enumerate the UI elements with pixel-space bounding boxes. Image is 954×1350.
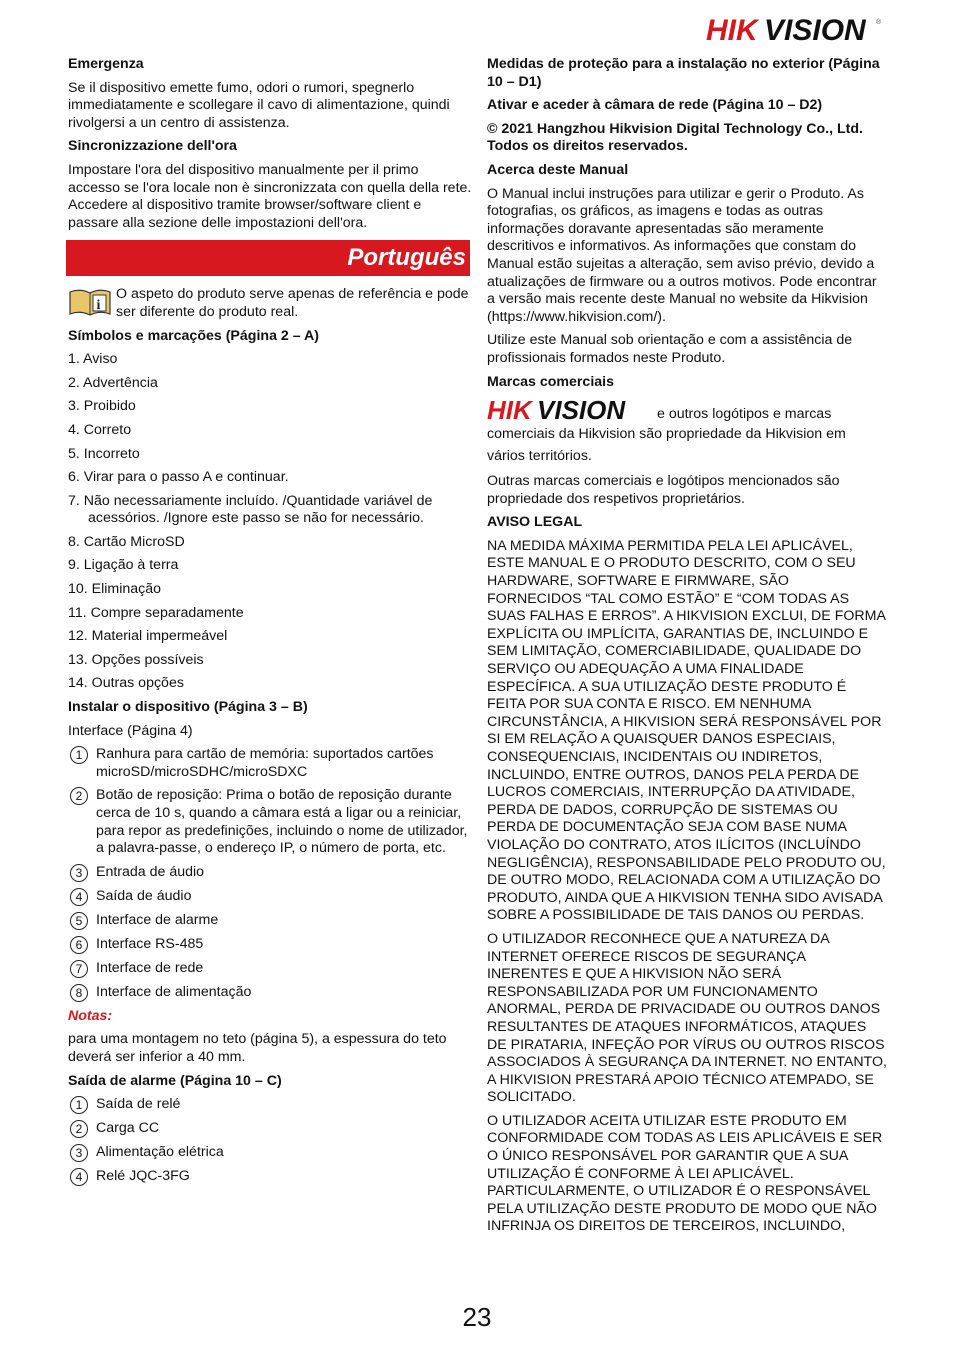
circled-number: 1 <box>70 746 88 764</box>
about-paragraph-1: O Manual inclui instruções para utilizar e gerir o Produto. As fotografias, os gráficos, as imagens e todas as outras informações doravante apresentadas são meramente descritivos e informativos. As informações que constam do Manual estão sujeitas a alteração, sem aviso prévio, devido a atualizações de firmware ou a outros motivos. Pode encontrar a versão mais recente deste Manual no website da Hikvision (https://www.hikvision.com/). <box>487 185 877 325</box>
alarm-item <box>68 1168 472 1186</box>
interface-item <box>68 960 472 978</box>
interface-text: Ranhura para cartão de memória: suportados cartões microSD/microSDHC/microSDXC <box>96 746 434 780</box>
legal-heading: AVISO LEGAL <box>487 514 583 531</box>
interface-item <box>68 984 472 1002</box>
legal-paragraph-2: O UTILIZADOR RECONHECE QUE A NATUREZA DA INTERNET OFERECE RISCOS DE SEGURANÇA INERENTES E QUE A HIKVISION NÃO SERÁ RESPONSABILIZADA POR UM FUNCIONAMENTO ANORMAL, PERDA DE PRIVACIDADE OU OUTROS DANOS RESULTANTES DE ATAQUES INFORMÁTICOS, ATAQUES DE PIRATARIA, INFEÇÃO POR VÍRUS OU OUTROS RISCOS ASSOCIADOS À SEGURANÇA DA INTERNET. NO ENTANTO, A HIKVISION PRESTARÁ APOIO TÉCNICO ATEMPADO, SE SOLICITADO. <box>487 930 887 1106</box>
svg-text:VISION: VISION <box>537 397 626 424</box>
trademark-inline-text: e outros logótipos e marcas <box>657 405 832 422</box>
alarm-item <box>68 1120 472 1138</box>
hikvision-inline-logo <box>487 397 651 423</box>
trademarks-heading: Marcas comerciais <box>487 373 614 390</box>
svg-text:VISION: VISION <box>764 14 866 46</box>
list-item: 11. Compre separadamente <box>68 604 244 621</box>
interface-text: Saída de áudio <box>96 887 192 904</box>
outdoor-protection-heading: Medidas de proteção para a instalação no exterior (Página 10 – D1) <box>487 56 880 90</box>
note-block <box>68 286 472 321</box>
interface-item <box>68 864 472 882</box>
interface-text: Botão de reposição: Prima o botão de reposição durante cerca de 10 s, quando a câmara está a ligar ou a reiniciar, para repor as predefinições, incluindo o nome de utilizador, a palavra-passe, o endereço IP, o número de porta, etc. <box>96 787 468 857</box>
list-item: 9. Ligação à terra <box>68 557 179 574</box>
right-column <box>487 56 887 1242</box>
trademark-logo-row <box>487 397 887 423</box>
interface-item <box>68 746 472 781</box>
svg-text:i: i <box>96 298 101 314</box>
circled-number: 5 <box>70 912 88 930</box>
interface-label: Interface (Página 4) <box>68 722 193 739</box>
interface-list <box>68 746 472 1002</box>
circled-number: 4 <box>70 888 88 906</box>
svg-text:HIK: HIK <box>706 14 758 46</box>
sync-text: Impostare l'ora del dispositivo manualmente per il primo accesso se l'ora locale non è sincronizzata con quella della rete. Accedere al dispositivo tramite browser/software client e passare alla sezione delle impostazioni dell'ora. <box>68 161 472 231</box>
notes-text: para uma montagem no teto (página 5), a espessura do teto deverá ser inferior a 40 mm. <box>68 1031 447 1065</box>
alarm-text: Carga CC <box>96 1120 160 1137</box>
symbols-heading: Símbolos e marcações (Página 2 – A) <box>68 327 320 344</box>
trademarks-paragraph-2: Outras marcas comerciais e logótipos mencionados são propriedade dos respetivos proprietários. <box>487 473 840 507</box>
list-item: 8. Cartão MicroSD <box>68 533 185 550</box>
left-column <box>68 56 472 1192</box>
svg-text:HIK: HIK <box>487 397 532 424</box>
legal-paragraph-3: O UTILIZADOR ACEITA UTILIZAR ESTE PRODUTO EM CONFORMIDADE COM TODAS AS LEIS APLICÁVEIS E SER O ÚNICO RESPONSÁVEL POR GARANTIR QUE A SUA UTILIZAÇÃO É CONFORME À LEI APLICÁVEL. PARTICULARMENTE, O UTILIZADOR É O RESPONSÁVEL PELA UTILIZAÇÃO DESTE PRODUTO DE MODO QUE NÃO INFRINJA OS DIREITOS DE TERCEIROS, INCLUINDO, <box>487 1112 883 1235</box>
circled-number: 3 <box>70 864 88 882</box>
circled-number: 7 <box>70 960 88 978</box>
alarm-item <box>68 1144 472 1162</box>
legal-paragraph-1: NA MEDIDA MÁXIMA PERMITIDA PELA LEI APLICÁVEL, ESTE MANUAL E O PRODUTO DESCRITO, COM O SEU HARDWARE, SOFTWARE E FIRMWARE, SÃO FORNECIDOS “TAL COMO ESTÃO” E “COM TODAS AS SUAS FALHAS E ERROS”. A HIKVISION EXCLUI, DE FORMA EXPLÍCITA OU IMPLÍCITA, GARANTIAS DE, INCLUINDO E SEM LIMITAÇÃO, COMERCIABILIDADE, QUALIDADE DO SERVIÇO OU ADEQUAÇÃO A UMA FINALIDADE ESPECÍFICA. A SUA UTILIZAÇÃO DESTE PRODUTO É FEITA POR SUA CONTA E RISCO. EM NENHUMA CIRCUNSTÂNCIA, A HIKVISION SERÁ RESPONSÁVEL POR SI EM RELAÇÃO A QUAISQUER DANOS ESPECIAIS, CONSEQUENCIAIS, INCIDENTAIS OU INDIRETOS, INCLUINDO, ENTRE OUTROS, DANOS PELA PERDA DE LUCROS COMERCIAIS, INTERRUPÇÃO DA ATIVIDADE, PERDA DE DADOS, CORRUPÇÃO DE SISTEMAS OU PERDA DE DOCUMENTAÇÃO SEJA COM BASE NUMA VIOLAÇÃO DO CONTRATO, ATOS ILÍCITOS (INCLUÍNDO NEGLIGÊNCIA), RESPONSABILIDADE PELO PRODUTO OU, DE OUTRO MODO, RELACIONADA COM A UTILIZAÇÃO DO PRODUTO, AINDA QUE A HIKVISION TENHA SIDO AVISADA SOBRE A POSSIBILIDADE DE TAIS DANOS OU PERDAS. <box>487 537 886 924</box>
circled-number: 2 <box>70 1120 88 1138</box>
interface-text: Interface de rede <box>96 959 204 976</box>
note-text: O aspeto do produto serve apenas de referência e pode ser diferente do produto real. <box>116 286 469 320</box>
list-item: 4. Correto <box>68 421 132 438</box>
alarm-list <box>68 1096 472 1186</box>
notes-label: Notas: <box>68 1007 113 1024</box>
circled-number: 1 <box>70 1096 88 1114</box>
registered-mark: ® <box>876 19 882 26</box>
circled-number: 2 <box>70 787 88 805</box>
alarm-text: Saída de relé <box>96 1096 181 1113</box>
interface-item <box>68 888 472 906</box>
interface-item <box>68 787 472 857</box>
list-item: 13. Opções possíveis <box>68 651 204 668</box>
list-item: 14. Outras opções <box>68 675 184 692</box>
info-book-icon <box>68 288 112 316</box>
interface-item <box>68 912 472 930</box>
interface-text: Interface de alimentação <box>96 983 252 1000</box>
interface-text: Interface de alarme <box>96 911 219 928</box>
hikvision-logo <box>706 12 884 46</box>
list-item: 7. Não necessariamente incluído. /Quantidade variável de acessórios. /Ignore este passo se não for necessário. <box>68 492 433 527</box>
interface-item <box>68 936 472 954</box>
list-item: 1. Aviso <box>68 351 118 368</box>
about-paragraph-2: Utilize este Manual sob orientação e com a assistência de profissionais formados neste Produto. <box>487 332 853 366</box>
activate-camera-heading: Ativar e aceder à câmara de rede (Página 10 – D2) <box>487 97 823 114</box>
symbols-list <box>68 351 472 693</box>
trademarks-paragraph-1: comerciais da Hikvision são propriedade da Hikvision em vários territórios. <box>487 426 846 465</box>
alarm-heading: Saída de alarme (Página 10 – C) <box>68 1072 282 1089</box>
language-section-bar: Português <box>66 240 470 276</box>
sync-heading: Sincronizzazione dell'ora <box>68 138 237 155</box>
emergency-heading: Emergenza <box>68 56 144 72</box>
circled-number: 3 <box>70 1144 88 1162</box>
list-item: 10. Eliminação <box>68 581 162 598</box>
install-heading: Instalar o dispositivo (Página 3 – B) <box>68 699 308 716</box>
list-item: 5. Incorreto <box>68 445 140 462</box>
copyright-heading: © 2021 Hangzhou Hikvision Digital Technology Co., Ltd. Todos os direitos reservados. <box>487 120 863 155</box>
emergency-text: Se il dispositivo emette fumo, odori o rumori, spegnerlo immediatamente e scollegare il cavo di alimentazione, quindi rivolgersi a un centro di assistenza. <box>68 79 450 131</box>
list-item: 3. Proibido <box>68 398 136 415</box>
interface-text: Interface RS-485 <box>96 935 204 952</box>
interface-text: Entrada de áudio <box>96 863 205 880</box>
about-heading: Acerca deste Manual <box>487 161 629 178</box>
alarm-text: Relé JQC-3FG <box>96 1168 190 1185</box>
alarm-item <box>68 1096 472 1114</box>
circled-number: 6 <box>70 936 88 954</box>
circled-number: 4 <box>70 1168 88 1186</box>
circled-number: 8 <box>70 984 88 1002</box>
list-item: 12. Material impermeável <box>68 628 228 645</box>
alarm-text: Alimentação elétrica <box>96 1144 224 1161</box>
page-number: 23 <box>462 1302 492 1332</box>
list-item: 2. Advertência <box>68 374 158 391</box>
list-item: 6. Virar para o passo A e continuar. <box>68 469 289 486</box>
